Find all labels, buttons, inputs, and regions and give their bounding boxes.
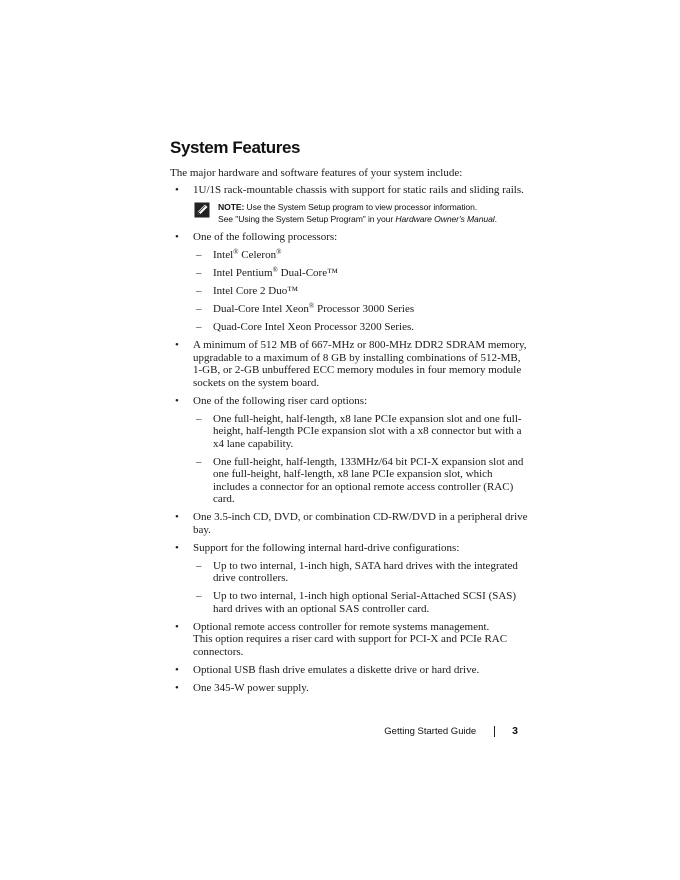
list-item-hdd xyxy=(170,542,530,616)
riser-item: – One full-height, half-length, 133MHz/64 bit PCI-X expansion slot and one full-height, half-length, x8 lane PCIe expansion slot, which includes a connector for an optional remote access controller (RAC) card. xyxy=(193,456,530,506)
rac-line-1: Optional remote access controller for remote systems management. xyxy=(193,620,490,633)
riser-item: – One full-height, half-length, x8 lane PCIe expansion slot and one full-height, half-length PCIe expansion slot with a x8 connector but with a x4 lane capability. xyxy=(193,413,530,451)
note-line-2-prefix: See "Using the System Setup Program" in your xyxy=(218,213,394,224)
feature-list-continued xyxy=(170,231,530,694)
processor-item: – Intel Core 2 Duo™ xyxy=(193,285,530,298)
footer-title: Getting Started Guide xyxy=(384,725,477,737)
list-item-processors xyxy=(170,231,530,334)
note-box xyxy=(170,202,530,225)
list-item-drive: • One 3.5-inch CD, DVD, or combination CD-RW/DVD in a peripheral drive bay. xyxy=(170,511,530,536)
processor-item: – Intel Pentium® Dual-Core™ xyxy=(193,267,530,280)
processor-item: – Quad-Core Intel Xeon Processor 3200 Series. xyxy=(193,321,530,334)
processor-sublist xyxy=(193,249,530,334)
list-item-riser xyxy=(170,395,530,506)
note-manual-title: Hardware Owner's Manual xyxy=(395,213,495,224)
note-line-2-suffix: . xyxy=(494,213,497,224)
intro-text: The major hardware and software features of your system include: xyxy=(170,167,463,179)
note-label: NOTE: xyxy=(218,202,245,212)
feature-list xyxy=(170,184,530,197)
list-item-memory: • A minimum of 512 MB of 667-MHz or 800-MHz DDR2 SDRAM memory, upgradable to a maximum of 8 GB by installing combinations of 512-MB, 1-GB, or 2-GB unbuffered ECC memory modules in four memory module sockets on the system board. xyxy=(170,339,530,389)
note-pencil-icon xyxy=(194,202,210,218)
rac-line-2: This option requires a riser card with support for PCI-X and PCIe RAC connectors. xyxy=(193,633,508,658)
page-content xyxy=(170,138,530,700)
page-title: System Features xyxy=(170,138,301,157)
list-item-usb: • Optional USB flash drive emulates a diskette drive or hard drive. xyxy=(170,664,530,677)
list-item-chassis: • 1U/1S rack-mountable chassis with support for static rails and sliding rails. xyxy=(170,184,530,197)
footer-divider xyxy=(494,726,495,737)
note-text xyxy=(218,202,530,225)
list-item-power: • One 345-W power supply. xyxy=(170,682,530,695)
riser-label: One of the following riser card options: xyxy=(193,394,368,407)
processor-item: – Intel® Celeron® xyxy=(193,249,530,262)
hdd-label: Support for the following internal hard-drive configurations: xyxy=(193,541,460,554)
riser-sublist xyxy=(193,413,530,506)
page-footer xyxy=(384,725,518,737)
list-item-rac xyxy=(170,621,530,659)
page-number: 3 xyxy=(512,725,518,737)
hdd-item: – Up to two internal, 1-inch high optional Serial-Attached SCSI (SAS) hard drives with an optional SAS controller card. xyxy=(193,590,530,615)
note-line-1: Use the System Setup program to view processor information. xyxy=(246,202,478,212)
hdd-sublist xyxy=(193,560,530,616)
processor-item: – Dual-Core Intel Xeon® Processor 3000 Series xyxy=(193,303,530,316)
processors-label: One of the following processors: xyxy=(193,231,338,243)
hdd-item: – Up to two internal, 1-inch high, SATA hard drives with the integrated drive controllers. xyxy=(193,560,530,585)
